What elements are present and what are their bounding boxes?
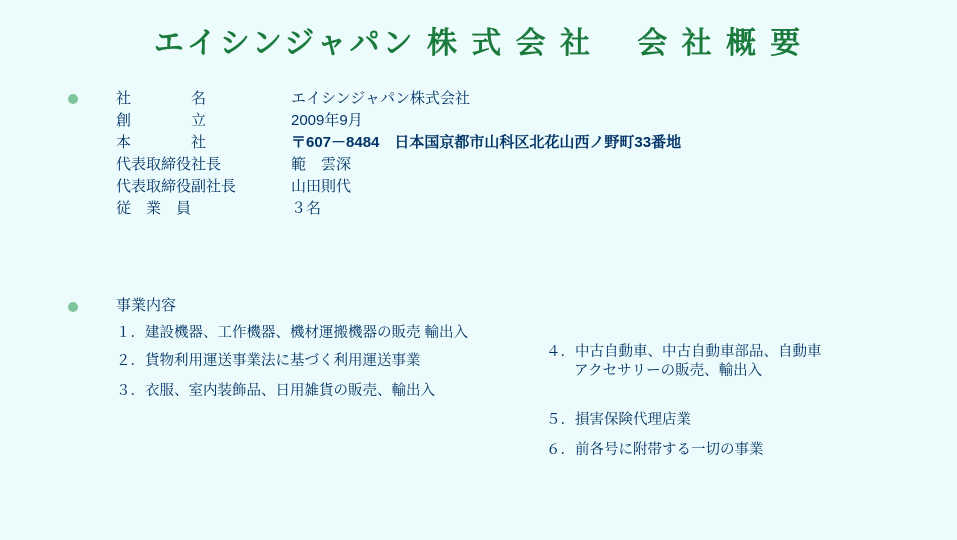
business-columns [116, 324, 957, 471]
profile-row [116, 132, 681, 154]
profile-row [116, 198, 681, 220]
business-column-right [546, 324, 957, 471]
profile-value: 〒607－8484 日本国京都市山科区北花山西ノ野町33番地 [291, 134, 682, 151]
profile-label: 従 業 員 [116, 200, 192, 217]
list-item: ５．損害保険代理店業 [546, 412, 691, 428]
profile-value: 2009年9月 [291, 112, 363, 129]
profile-value: ３名 [291, 200, 322, 217]
list-item: ３．衣服、室内装飾品、日用雑貨の販売、輸出入 [116, 383, 435, 399]
profile-label: 代表取締役副社長 [116, 178, 237, 195]
bullet-icon [68, 94, 78, 104]
profile-value: 範 雲深 [291, 156, 352, 173]
business-heading: 事業内容 [116, 297, 177, 314]
list-item: ２．貨物利用運送事業法に基づく利用運送事業 [116, 353, 421, 369]
list-item [546, 324, 957, 400]
list-item: ６．前各号に附帯する一切の事業 [546, 442, 764, 458]
profile-value: 山田則代 [291, 178, 352, 195]
list-item-sub: アクセサリーの販売、輸出入 [574, 363, 763, 379]
company-profile-block [68, 88, 928, 220]
business-column-left [116, 324, 546, 471]
profile-label: 代表取締役社長 [116, 156, 222, 173]
bullet-icon [68, 302, 78, 312]
profile-label: 社 名 [116, 90, 207, 107]
list-item: １．建設機器、工作機器、機材運搬機器の販売 輸出入 [116, 325, 469, 341]
profile-row [116, 110, 681, 132]
profile-row [116, 88, 681, 110]
list-item-main: ４．中古自動車、中古自動車部品、自動車 [546, 344, 822, 360]
page-title: エイシンジャパン 株 式 会 社 会 社 概 要 [153, 27, 804, 60]
profile-label: 創 立 [116, 112, 207, 129]
profile-row [116, 154, 681, 176]
profile-value: エイシンジャパン株式会社 [291, 90, 470, 107]
company-profile-rows [116, 88, 681, 220]
profile-label: 本 社 [116, 134, 207, 151]
profile-row [116, 176, 681, 198]
business-content-block [68, 296, 948, 471]
